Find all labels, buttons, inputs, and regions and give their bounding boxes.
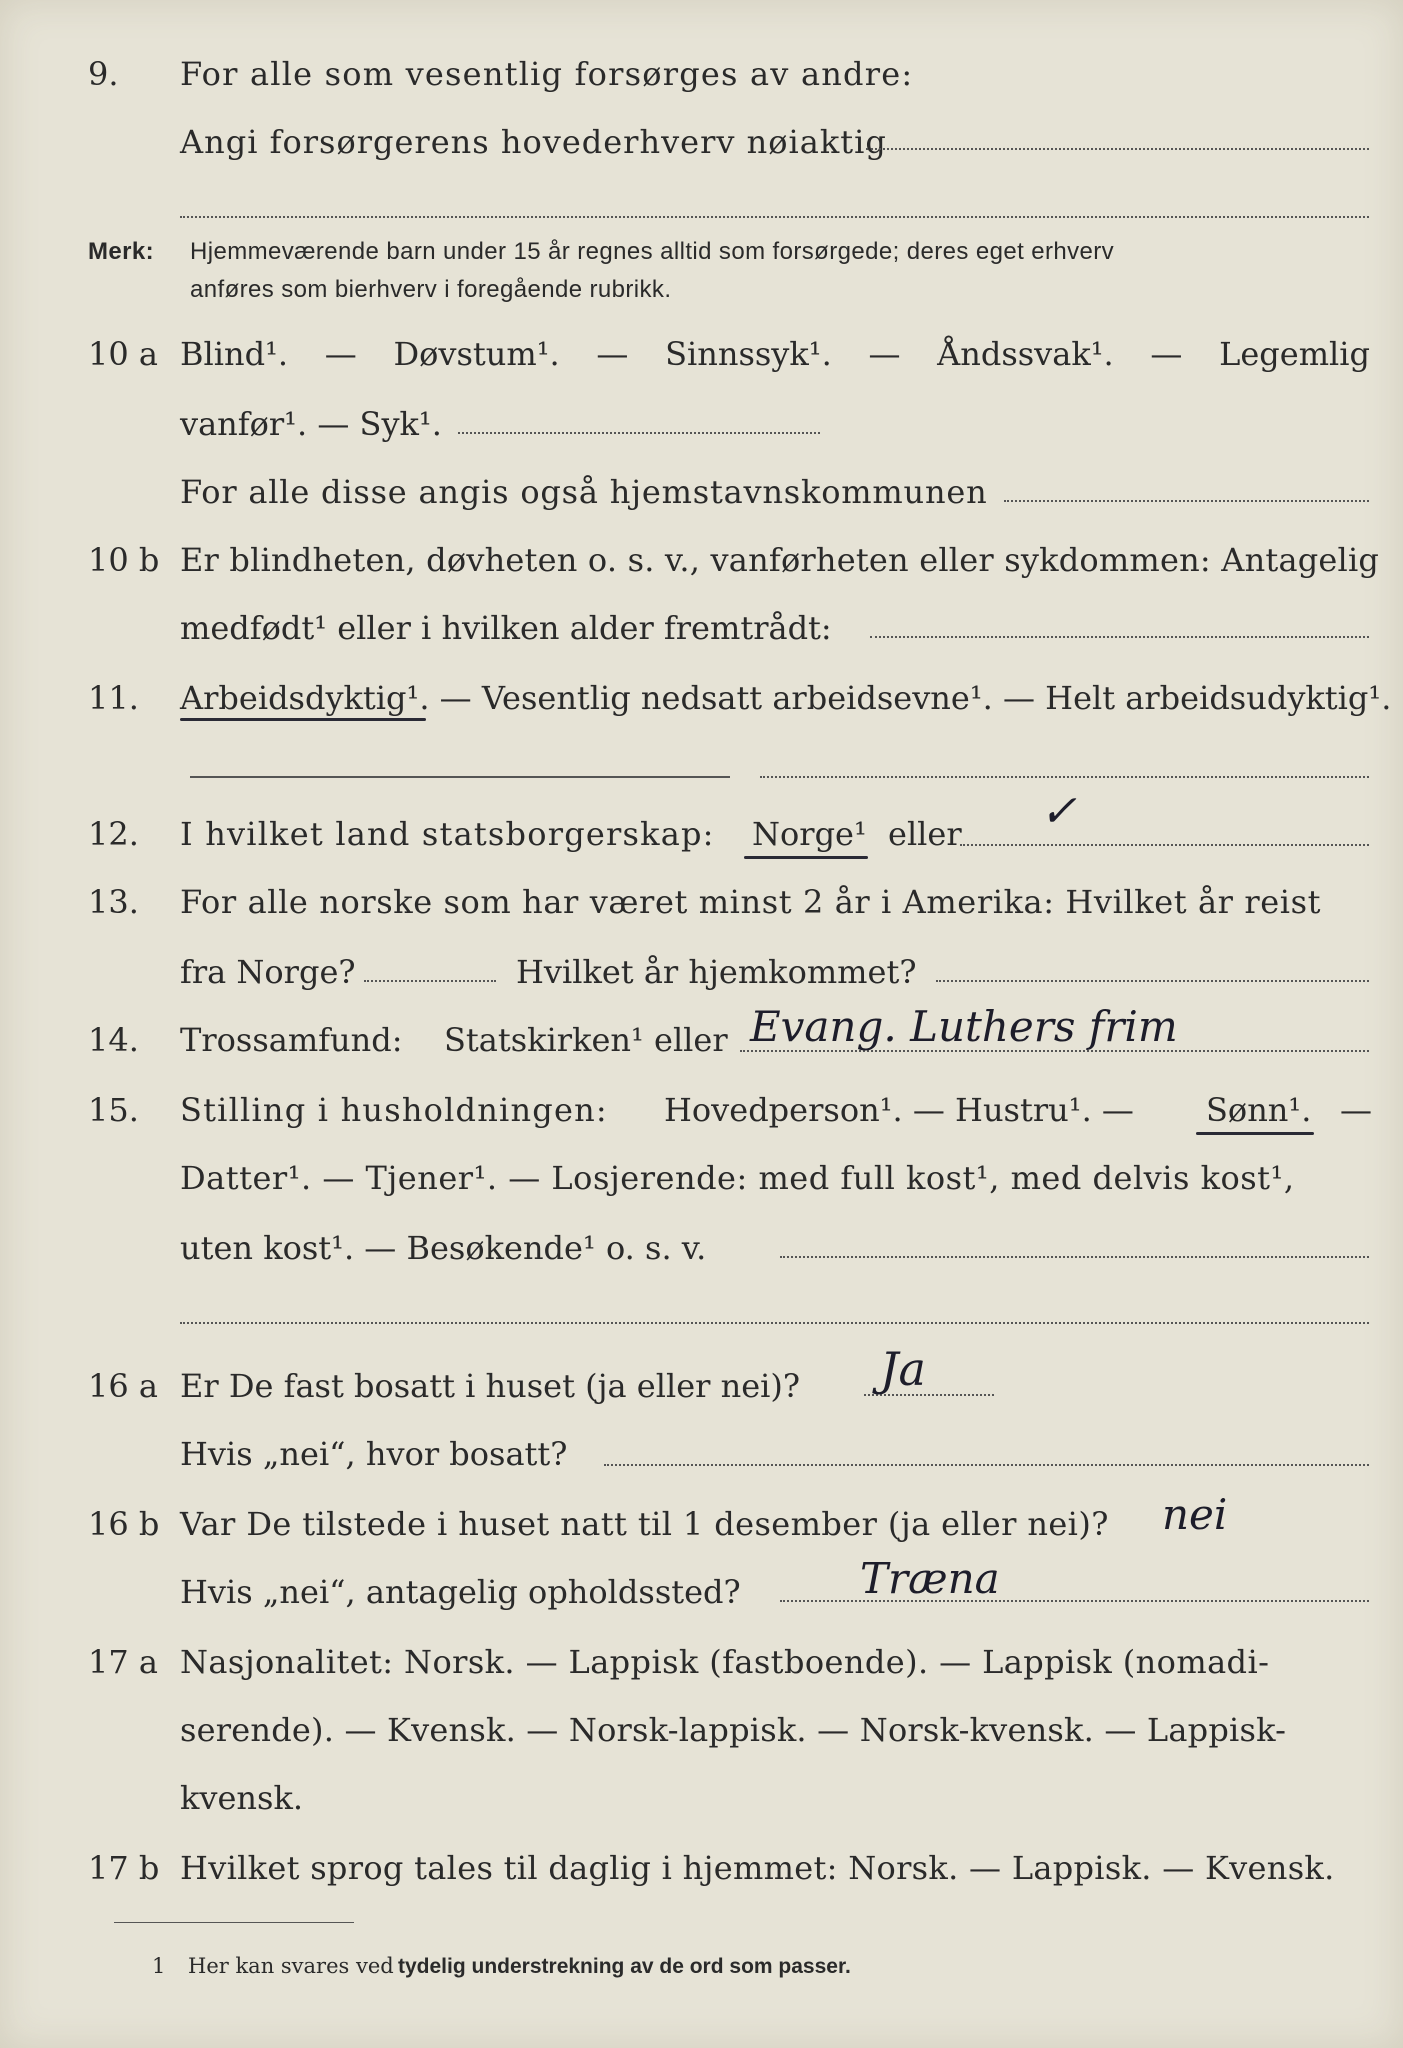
q17a-number: 17 a bbox=[88, 1643, 158, 1681]
option-legemlig: Legemlig bbox=[1219, 335, 1370, 373]
q17b-text: Hvilket sprog tales til daglig i hjemmet: Norsk. — Lappisk. — Kvensk. bbox=[180, 1849, 1335, 1887]
merk-label: Merk: bbox=[88, 238, 155, 265]
q14-label: Trossamfund: bbox=[180, 1021, 403, 1059]
option-norge[interactable]: Norge¹ bbox=[752, 815, 867, 853]
q16a-hvis-nei: Hvis „nei“, hvor bosatt? bbox=[180, 1435, 568, 1473]
q14-statskirken: Statskirken¹ eller bbox=[444, 1021, 728, 1059]
footnote-text: Her kan svares ved bbox=[188, 1954, 394, 1978]
q15-line2 bbox=[0, 1150, 1403, 1206]
q15-text-3: uten kost¹. — Besøkende¹ o. s. v. bbox=[180, 1229, 707, 1267]
q17a-text-2: serende). — Kvensk. — Norsk-lappisk. — Norsk-kvensk. — Lappisk- bbox=[180, 1711, 1287, 1749]
q9-number: 9. bbox=[88, 55, 119, 93]
option-sinnssyk: Sinnssyk¹. bbox=[665, 335, 832, 373]
q16a-text: Er De fast bosatt i huset (ja eller nei)? bbox=[180, 1367, 801, 1405]
q12-number: 12. bbox=[88, 815, 139, 853]
q10a-answer-field[interactable] bbox=[458, 432, 820, 434]
option-andssvak: Åndssvak¹. bbox=[937, 335, 1114, 373]
dash: — bbox=[596, 335, 629, 373]
q11-answer-field[interactable] bbox=[760, 776, 1369, 778]
q17a-text-3: kvensk. bbox=[180, 1779, 303, 1817]
q16a-handwritten-answer: Ja bbox=[880, 1342, 926, 1396]
footnote-mark: 1 bbox=[152, 1954, 166, 1978]
q15-line1 bbox=[0, 1082, 1403, 1138]
q11-answer-line[interactable] bbox=[190, 776, 730, 778]
q11-other-options: — Vesentlig nedsatt arbeidsevne¹. — Helt arbeidsudyktig¹. bbox=[429, 679, 1392, 717]
dash: — bbox=[1340, 1091, 1372, 1129]
q16b-line2 bbox=[0, 1564, 1403, 1620]
q9-answer-field-2[interactable] bbox=[180, 216, 1369, 218]
q16b-handwritten-answer: nei bbox=[1162, 1490, 1228, 1539]
dash: — bbox=[324, 335, 357, 373]
q14-line bbox=[0, 1012, 1403, 1068]
option-dovstum: Døvstum¹. bbox=[393, 335, 560, 373]
footnote-bold-text: tydelig understrekning av de ord som passer. bbox=[398, 1955, 851, 1978]
q14-number: 14. bbox=[88, 1021, 139, 1059]
q16a-number: 16 a bbox=[88, 1367, 158, 1405]
q10a-options bbox=[180, 326, 1370, 382]
q10a-line1 bbox=[0, 326, 1403, 382]
q12-label: I hvilket land statsborgerskap: bbox=[180, 815, 715, 853]
q10a-hjemstavn-field[interactable] bbox=[1004, 500, 1369, 502]
q12-eller: eller bbox=[888, 815, 962, 853]
q13-line2 bbox=[0, 944, 1403, 1000]
q16a-line2 bbox=[0, 1426, 1403, 1482]
q15-answer-field-2[interactable] bbox=[180, 1322, 1369, 1324]
handwritten-underline-arbeidsdyktig bbox=[180, 718, 426, 721]
option-sonn[interactable]: Sønn¹. bbox=[1206, 1091, 1312, 1129]
handwritten-underline-norge bbox=[744, 856, 868, 859]
q10b-text-2: medfødt¹ eller i hvilken alder fremtrådt: bbox=[180, 609, 832, 647]
q10a-number: 10 a bbox=[88, 335, 158, 373]
q12-answer-field[interactable] bbox=[960, 844, 1369, 846]
q17a-line1 bbox=[0, 1634, 1403, 1690]
q16b-number: 16 b bbox=[88, 1505, 160, 1543]
q15-answer-field[interactable] bbox=[780, 1256, 1369, 1258]
q10a-hjemstavn-label: For alle disse angis også hjemstavnskommunen bbox=[180, 473, 988, 511]
q16b-opholdssted-label: Hvis „nei“, antagelig opholdssted? bbox=[180, 1573, 741, 1611]
q11-number: 11. bbox=[88, 679, 139, 717]
q16a-bosatt-field[interactable] bbox=[604, 1464, 1369, 1466]
q13-line1 bbox=[0, 874, 1403, 930]
q13-reist-label: fra Norge? bbox=[180, 953, 356, 991]
q16a-line1 bbox=[0, 1358, 1403, 1414]
q10a-line2 bbox=[0, 396, 1403, 452]
q9-answer-field[interactable] bbox=[866, 148, 1369, 150]
dash: — bbox=[868, 335, 901, 373]
q15-text-2: Datter¹. — Tjener¹. — Losjerende: med full kost¹, med delvis kost¹, bbox=[180, 1159, 1295, 1197]
q9-line2 bbox=[0, 114, 1403, 170]
merk-line2: anføres som bierhverv i foregående rubrikk. bbox=[190, 276, 672, 303]
q17a-text: Nasjonalitet: Norsk. — Lappisk (fastboende). — Lappisk (nomadi- bbox=[180, 1643, 1270, 1681]
q17a-line3 bbox=[0, 1770, 1403, 1826]
footnote-divider bbox=[114, 1922, 354, 1923]
q10b-line1 bbox=[0, 532, 1403, 588]
option-blind: Blind¹. bbox=[180, 335, 289, 373]
q9-text: For alle som vesentlig forsørges av andre: bbox=[180, 55, 914, 93]
q16b-handwritten-place: Træna bbox=[860, 1554, 1000, 1603]
q14-handwritten-answer: Evang. Luthers frim bbox=[750, 1002, 1178, 1051]
q13-text: For alle norske som har været minst 2 år i Amerika: Hvilket år reist bbox=[180, 883, 1322, 921]
merk-line1: Hjemmeværende barn under 15 år regnes alltid som forsørgede; deres eget erhverv bbox=[190, 238, 1115, 265]
q10b-number: 10 b bbox=[88, 541, 160, 579]
q13-reist-field[interactable] bbox=[364, 980, 496, 982]
q13-hjemkommet-label: Hvilket år hjemkommet? bbox=[516, 953, 917, 991]
q16b-text: Var De tilstede i huset natt til 1 desember (ja eller nei)? bbox=[180, 1505, 1109, 1543]
q9-provider-label: Angi forsørgerens hovederhverv nøiaktig bbox=[180, 123, 887, 161]
q15-number: 15. bbox=[88, 1091, 139, 1129]
q10a-line3 bbox=[0, 464, 1403, 520]
option-arbeidsdyktig[interactable]: Arbeidsdyktig¹. bbox=[180, 679, 430, 717]
q17a-line2 bbox=[0, 1702, 1403, 1758]
q10b-text: Er blindheten, døvheten o. s. v., vanførheten eller sykdommen: Antagelig bbox=[180, 541, 1380, 579]
q10b-answer-field[interactable] bbox=[870, 636, 1369, 638]
q9-line1 bbox=[0, 46, 1403, 102]
q12-handwritten-mark: ✓ bbox=[1040, 786, 1077, 837]
q10b-line2 bbox=[0, 600, 1403, 656]
q15-line3 bbox=[0, 1220, 1403, 1276]
q15-label: Stilling i husholdningen: bbox=[180, 1091, 608, 1129]
q17b-line1 bbox=[0, 1840, 1403, 1896]
q13-number: 13. bbox=[88, 883, 139, 921]
handwritten-underline-sonn bbox=[1196, 1132, 1314, 1135]
q10a-vanfor-syk: vanfør¹. — Syk¹. bbox=[180, 405, 442, 443]
dash: — bbox=[1150, 335, 1183, 373]
q15-options: Hovedperson¹. — Hustru¹. — bbox=[664, 1091, 1134, 1129]
q13-hjemkommet-field[interactable] bbox=[936, 980, 1369, 982]
q12-line bbox=[0, 806, 1403, 862]
q17b-number: 17 b bbox=[88, 1849, 160, 1887]
